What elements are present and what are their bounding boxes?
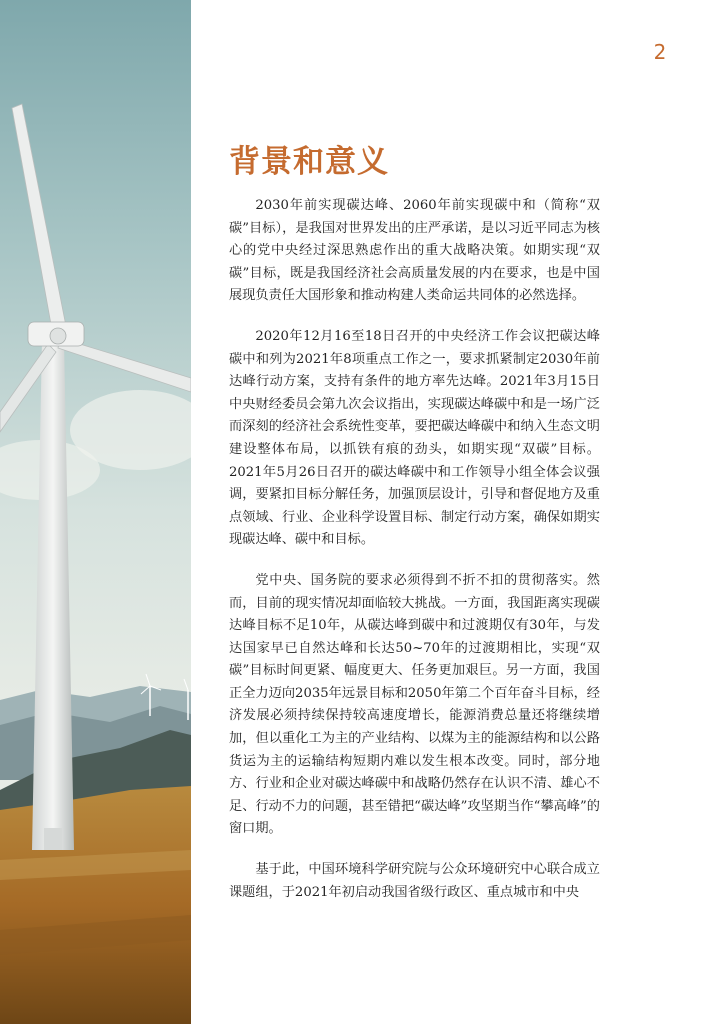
- page-number: 2: [653, 40, 667, 64]
- wind-turbine-illustration: [0, 0, 191, 1024]
- body-text: [229, 195, 600, 922]
- section-title: 背景和意义: [229, 144, 389, 180]
- paragraph-3: 党中央、国务院的要求必须得到不折不扣的贯彻落实。然而，目前的现实情况却面临较大挑战。一方面，我国距离实现碳达峰目标不足10年，从碳达峰到碳中和过渡期仅有30年，与发达国家早已自然达峰和长达50~70年的过渡期相比，实现“双碳”目标时间更紧、幅度更大、任务更加艰巨。另一方面，我国正全力迈向2035年远景目标和2050年第二个百年奋斗目标，经济发展必须持续保持较高速度增长，能源消费总量还将继续增加，但以重化工为主的产业结构、以煤为主的能源结构和以公路货运为主的运输结构短期内难以发生根本改变。同时，部分地方、行业和企业对碳达峰碳中和战略仍然存在认识不清、雄心不足、行动不力的问题，甚至错把“碳达峰”攻坚期当作“攀高峰”的窗口期。: [229, 572, 600, 837]
- wind-turbine-photo: [0, 0, 191, 1024]
- paragraph-4: 基于此，中国环境科学研究院与公众环境研究中心联合成立课题组，于2021年初启动我国省级行政区、重点城市和中央: [229, 862, 600, 900]
- paragraph-1: 2030年前实现碳达峰、2060年前实现碳中和（简称“双碳”目标），是我国对世界发出的庄严承诺，是以习近平同志为核心的党中央经过深思熟虑作出的重大战略决策。如期实现“双碳”目标，既是我国经济社会高质量发展的内在要求，也是中国展现负责任大国形象和推动构建人类命运共同体的必然选择。: [229, 198, 600, 304]
- paragraph-2: 2020年12月16至18日召开的中央经济工作会议把碳达峰碳中和列为2021年8项重点工作之一，要求抓紧制定2030年前达峰行动方案，支持有条件的地方率先达峰。2021年3月15日中央财经委员会第九次会议指出，实现碳达峰碳中和是一场广泛而深刻的经济社会系统性变革，要把碳达峰碳中和纳入生态文明建设整体布局，以抓铁有痕的劲头，如期实现“双碳”目标。2021年5月26日召开的碳达峰碳中和工作领导小组全体会议强调，要紧扣目标分解任务，加强顶层设计，引导和督促地方及重点领域、行业、企业科学设置目标、制定行动方案，确保如期实现碳达峰、碳中和目标。: [229, 328, 600, 548]
